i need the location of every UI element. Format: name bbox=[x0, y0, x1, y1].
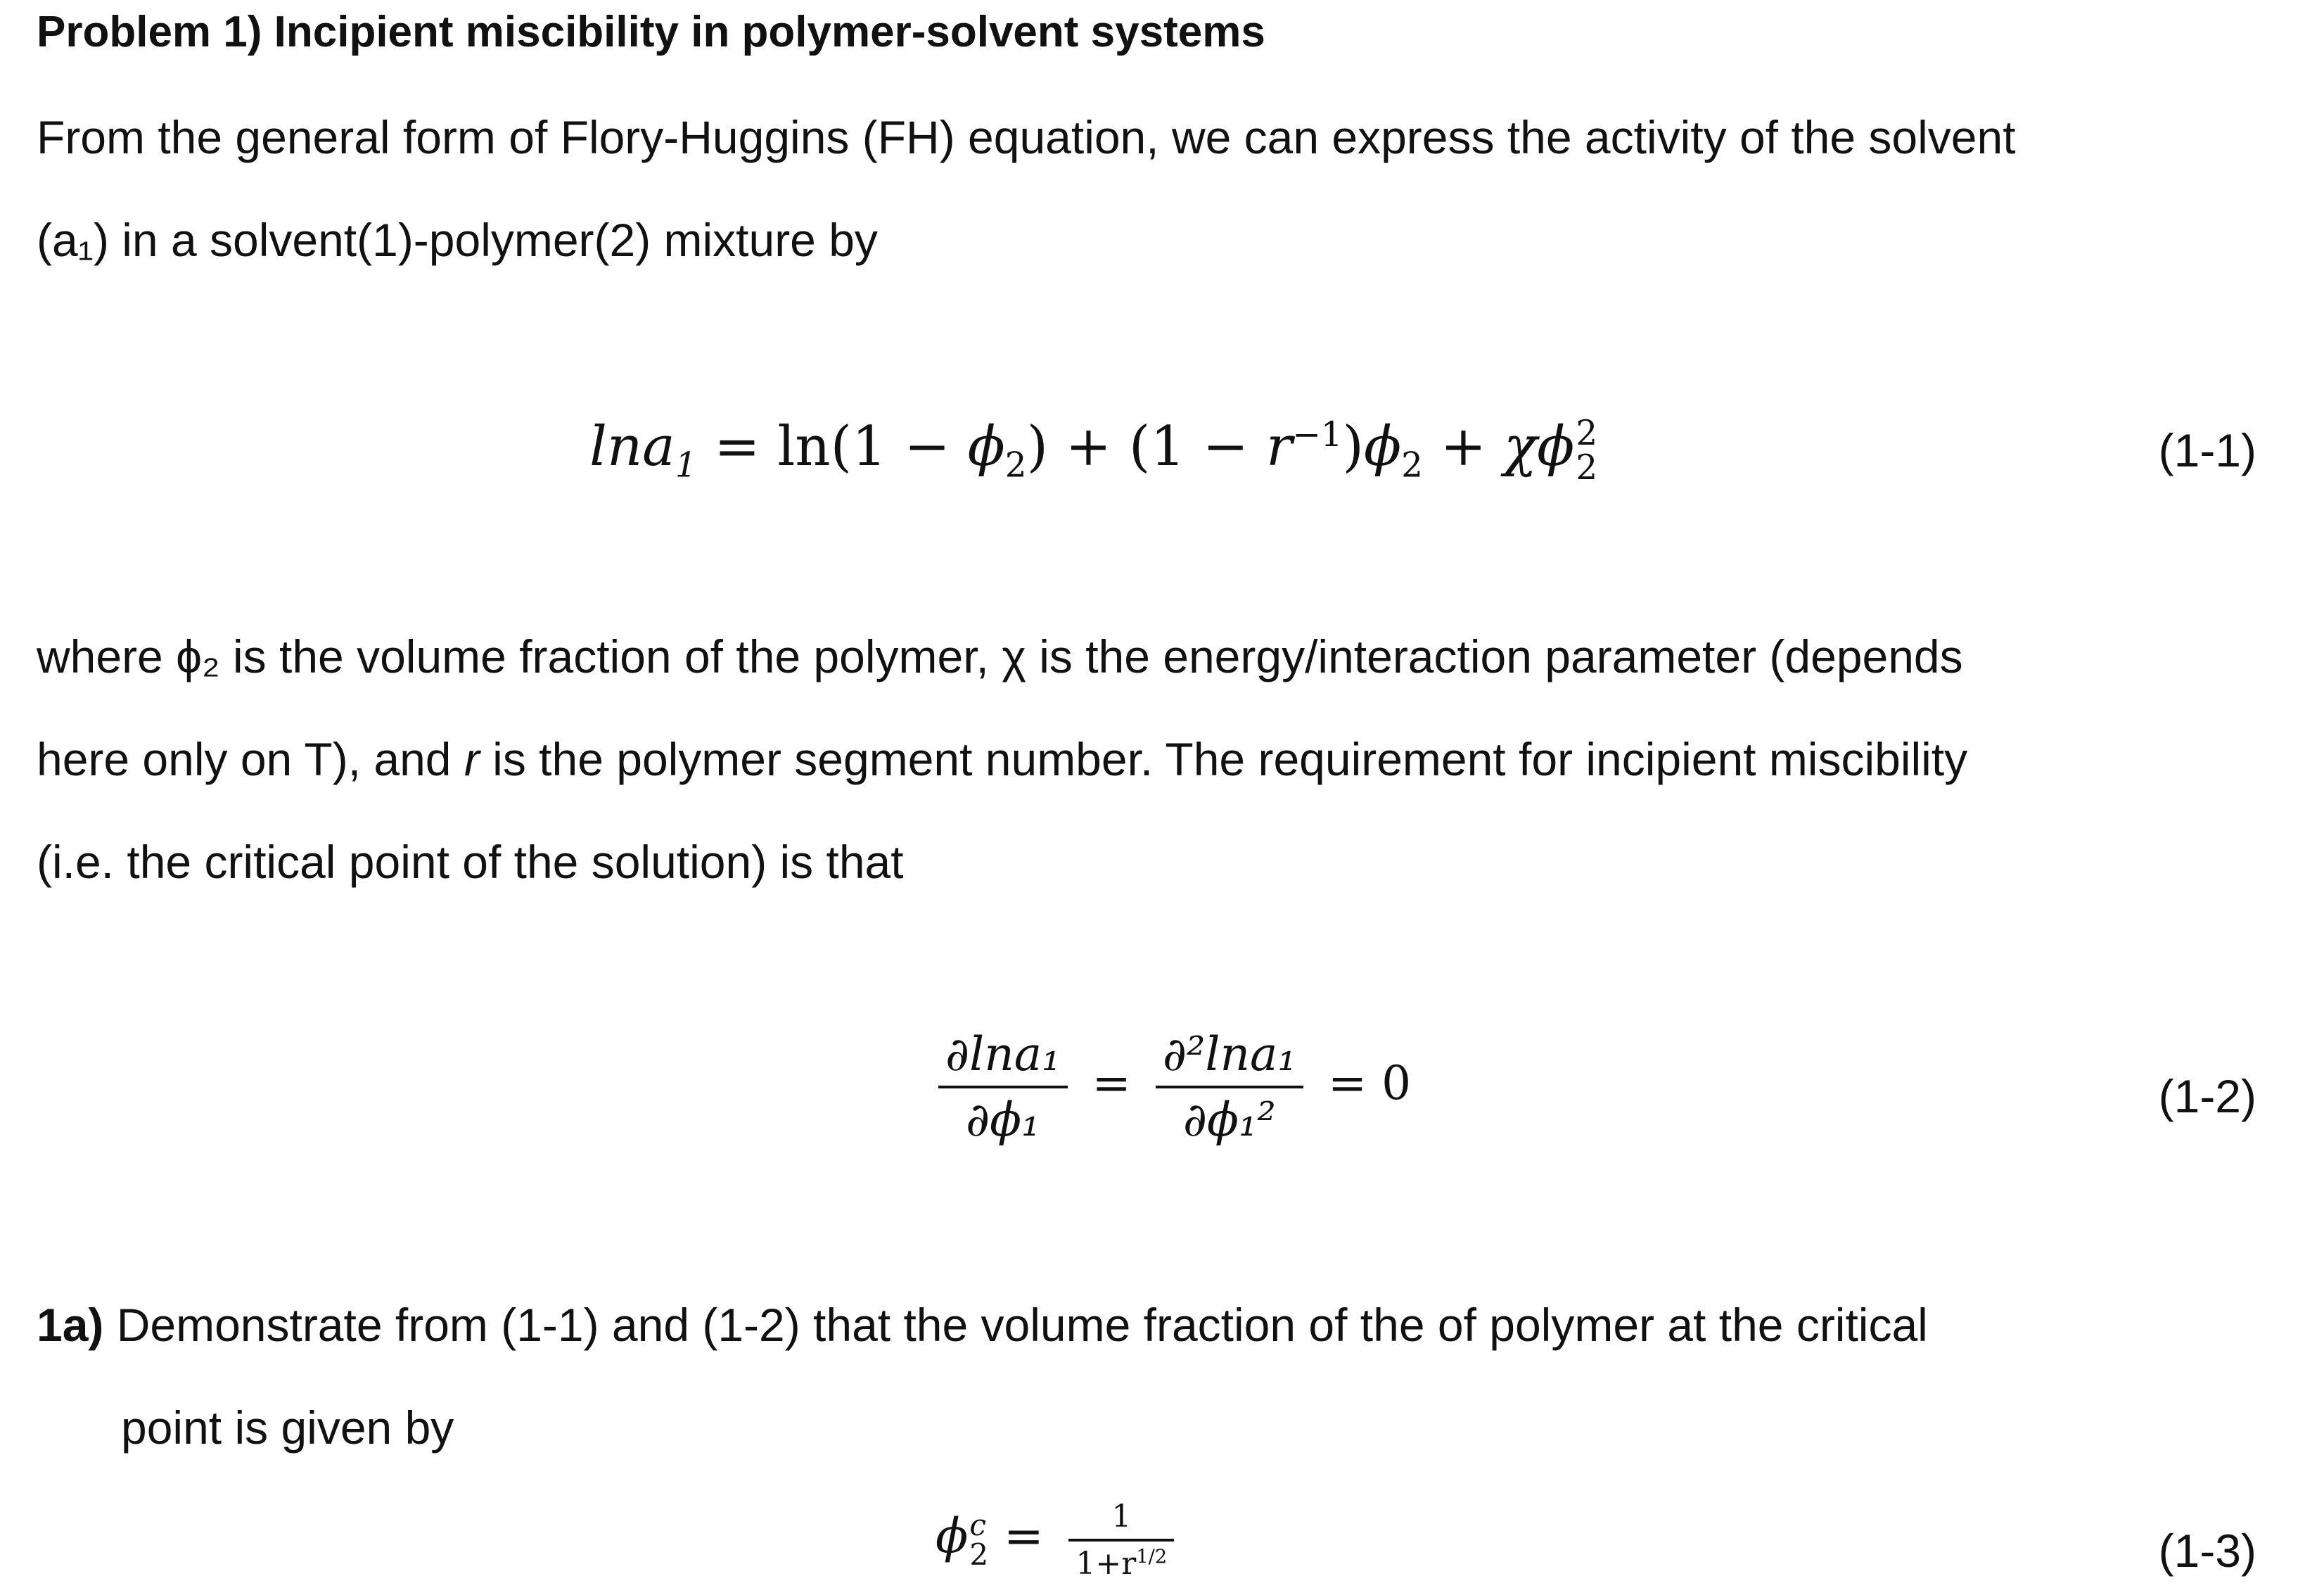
eq1-phi-c-sup: 2 bbox=[1576, 414, 1598, 454]
eq3-den-sup: 1/2 bbox=[1136, 1546, 1168, 1568]
eq3-den-text: 1+r bbox=[1075, 1546, 1137, 1582]
eq3-phi-sup: c bbox=[969, 1507, 986, 1542]
eq1-phi-c-sub: 2 bbox=[1576, 447, 1598, 488]
where-line-2-r: r bbox=[464, 733, 480, 785]
eq1-phi-c: ϕ bbox=[1537, 415, 1575, 478]
equation-1-2 bbox=[928, 1027, 1411, 1147]
equation-number-1-1: (1-1) bbox=[2158, 424, 2256, 476]
eq3-fraction bbox=[1068, 1499, 1174, 1582]
part-a-text-1: Demonstrate from (1-1) and (1-2) that the volume fraction of the of polymer at the critical bbox=[103, 1299, 1928, 1351]
eq3-phi: ϕ bbox=[936, 1508, 969, 1565]
part-a-label: 1a) bbox=[37, 1299, 104, 1351]
intro-line-2: (a₁) in a solvent(1)-polymer(2) mixture by bbox=[37, 214, 878, 266]
eq3-bar bbox=[1068, 1539, 1174, 1542]
eq1-phi-b-sub: 2 bbox=[1401, 445, 1423, 485]
eq2-num-2: ∂²lna₁ bbox=[1162, 1027, 1296, 1081]
eq2-bar-2 bbox=[1156, 1086, 1303, 1088]
eq1-mid: ) bbox=[1342, 415, 1364, 478]
eq1-lhs-sub: 1 bbox=[675, 445, 697, 485]
part-a-line-2: point is given by bbox=[121, 1402, 454, 1454]
eq2-bar-1 bbox=[938, 1086, 1068, 1088]
eq1-equals: = bbox=[714, 415, 760, 478]
intro-paragraph bbox=[37, 86, 2016, 291]
eq2-rhs: = 0 bbox=[1327, 1056, 1412, 1110]
problem-title: Problem 1) Incipient miscibility in polymer-solvent systems bbox=[37, 8, 1265, 56]
eq2-den-2: ∂ϕ₁² bbox=[1182, 1093, 1276, 1147]
eq1-ln: ln(1 − bbox=[777, 415, 968, 478]
eq1-chi: χ bbox=[1503, 415, 1538, 478]
eq1-r: r bbox=[1265, 415, 1293, 478]
eq3-phi-scripts bbox=[969, 1507, 989, 1572]
eq1-lhs: lna bbox=[589, 415, 675, 478]
eq1-phi-a-sub: 2 bbox=[1004, 445, 1027, 485]
where-line-2 bbox=[37, 708, 1967, 811]
eq3-num: 1 bbox=[1111, 1499, 1132, 1534]
eq1-phi-c-scripts bbox=[1576, 414, 1598, 488]
equation-number-1-3: (1-3) bbox=[2158, 1525, 2256, 1577]
eq2-den-1: ∂ϕ₁ bbox=[965, 1093, 1040, 1147]
part-a-line-1 bbox=[37, 1273, 1928, 1376]
eq3-den bbox=[1068, 1546, 1174, 1582]
eq1-phi-b: ϕ bbox=[1363, 415, 1402, 478]
where-line-1: where ϕ₂ is the volume fraction of the polymer, χ is the energy/interaction parameter (depends bbox=[37, 630, 1963, 682]
equation-1-3 bbox=[936, 1499, 1184, 1582]
where-line-2-a: here only on T), and bbox=[37, 733, 464, 785]
eq2-fraction-first bbox=[938, 1027, 1068, 1147]
where-line-2-b: is the polymer segment number. The requirement for incipient miscibility bbox=[479, 733, 1968, 785]
where-paragraph bbox=[37, 605, 1967, 913]
eq1-plus: + bbox=[1422, 415, 1504, 478]
eq1-close: ) + (1 − bbox=[1026, 415, 1266, 478]
eq3-phi-sub: 2 bbox=[969, 1537, 989, 1572]
eq2-fraction-second bbox=[1156, 1027, 1303, 1147]
eq3-equals: = bbox=[1003, 1508, 1044, 1565]
eq1-phi-a: ϕ bbox=[967, 415, 1005, 478]
intro-line-1: From the general form of Flory-Huggins (FH) equation, we can express the activity of the solvent bbox=[37, 111, 2016, 163]
equation-1-1 bbox=[589, 414, 1598, 488]
eq2-equals: = bbox=[1092, 1056, 1131, 1110]
eq1-r-sup: −1 bbox=[1292, 415, 1343, 455]
equation-number-1-2: (1-2) bbox=[2158, 1070, 2256, 1122]
eq2-num-1: ∂lna₁ bbox=[945, 1027, 1061, 1081]
part-a-paragraph bbox=[37, 1273, 1928, 1479]
where-line-3: (i.e. the critical point of the solution) is that bbox=[37, 836, 904, 888]
